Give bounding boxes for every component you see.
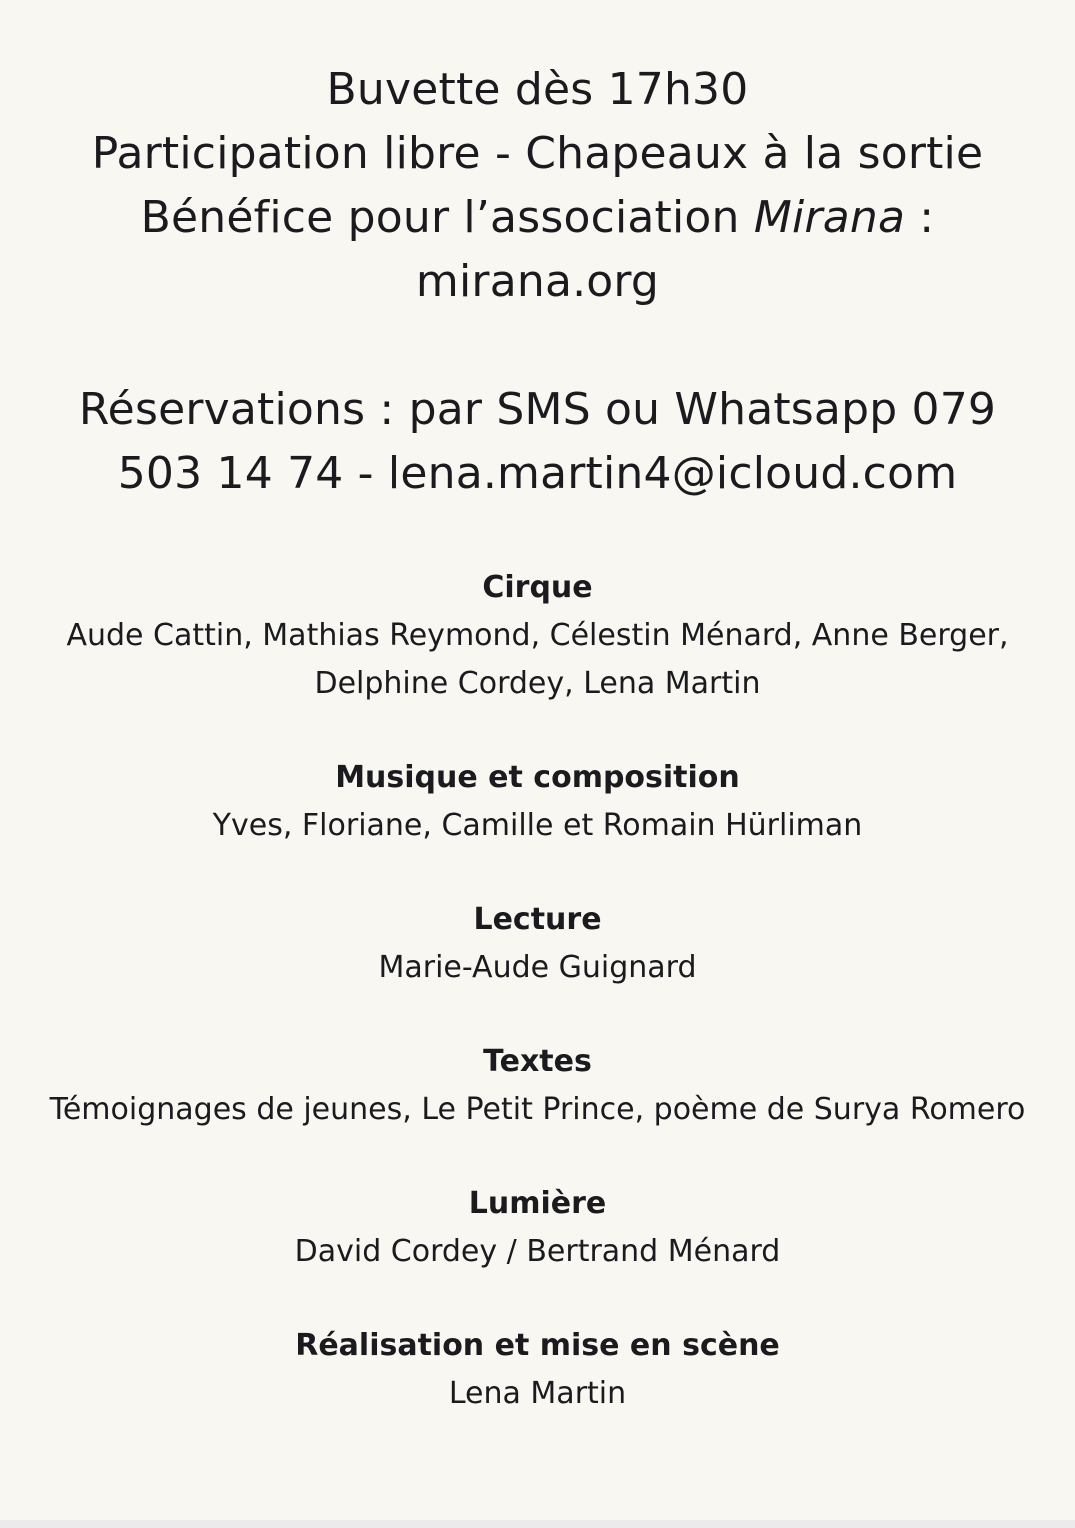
credit-names: Aude Cattin, Mathias Reymond, Célestin Ménard, Anne Berger, Delphine Cordey, Lena Martin — [66, 618, 1009, 701]
credits-section — [0, 564, 1075, 1464]
credit-reading — [0, 896, 1075, 992]
credit-names: Témoignages de jeunes, Le Petit Prince, poème de Surya Romero — [49, 1092, 1026, 1127]
credit-heading: Lecture — [473, 902, 602, 937]
organization-name: Mirana — [753, 192, 906, 243]
credit-texts — [0, 1038, 1075, 1134]
benefit-suffix: : — [905, 192, 935, 243]
credit-names: Yves, Floriane, Camille et Romain Hürliman — [212, 808, 863, 843]
credit-heading: Lumière — [468, 1186, 607, 1221]
credit-heading: Cirque — [482, 570, 593, 605]
credit-music — [0, 754, 1075, 850]
participation-line: Participation libre - Chapeaux à la sortie — [91, 128, 984, 179]
organization-website: mirana.org — [415, 256, 660, 307]
benefit-prefix: Bénéfice pour l’association — [140, 192, 754, 243]
credit-direction — [0, 1322, 1075, 1418]
credit-circus — [0, 564, 1075, 708]
credit-names: Lena Martin — [448, 1376, 627, 1411]
bar-opening-line: Buvette dès 17h30 — [326, 64, 749, 115]
credit-heading: Textes — [483, 1044, 592, 1079]
credit-heading: Réalisation et mise en scène — [295, 1328, 780, 1363]
credit-names: Marie-Aude Guignard — [378, 950, 697, 985]
benefit-line — [0, 186, 1075, 250]
credit-names: David Cordey / Bertrand Ménard — [294, 1234, 781, 1269]
credit-light — [0, 1180, 1075, 1276]
bottom-edge — [0, 1520, 1075, 1528]
credit-heading: Musique et composition — [335, 760, 740, 795]
event-intro — [0, 58, 1075, 506]
reservations-line: Réservations : par SMS ou Whatsapp 079 503 14 74 - lena.martin4@icloud.com — [78, 384, 997, 499]
